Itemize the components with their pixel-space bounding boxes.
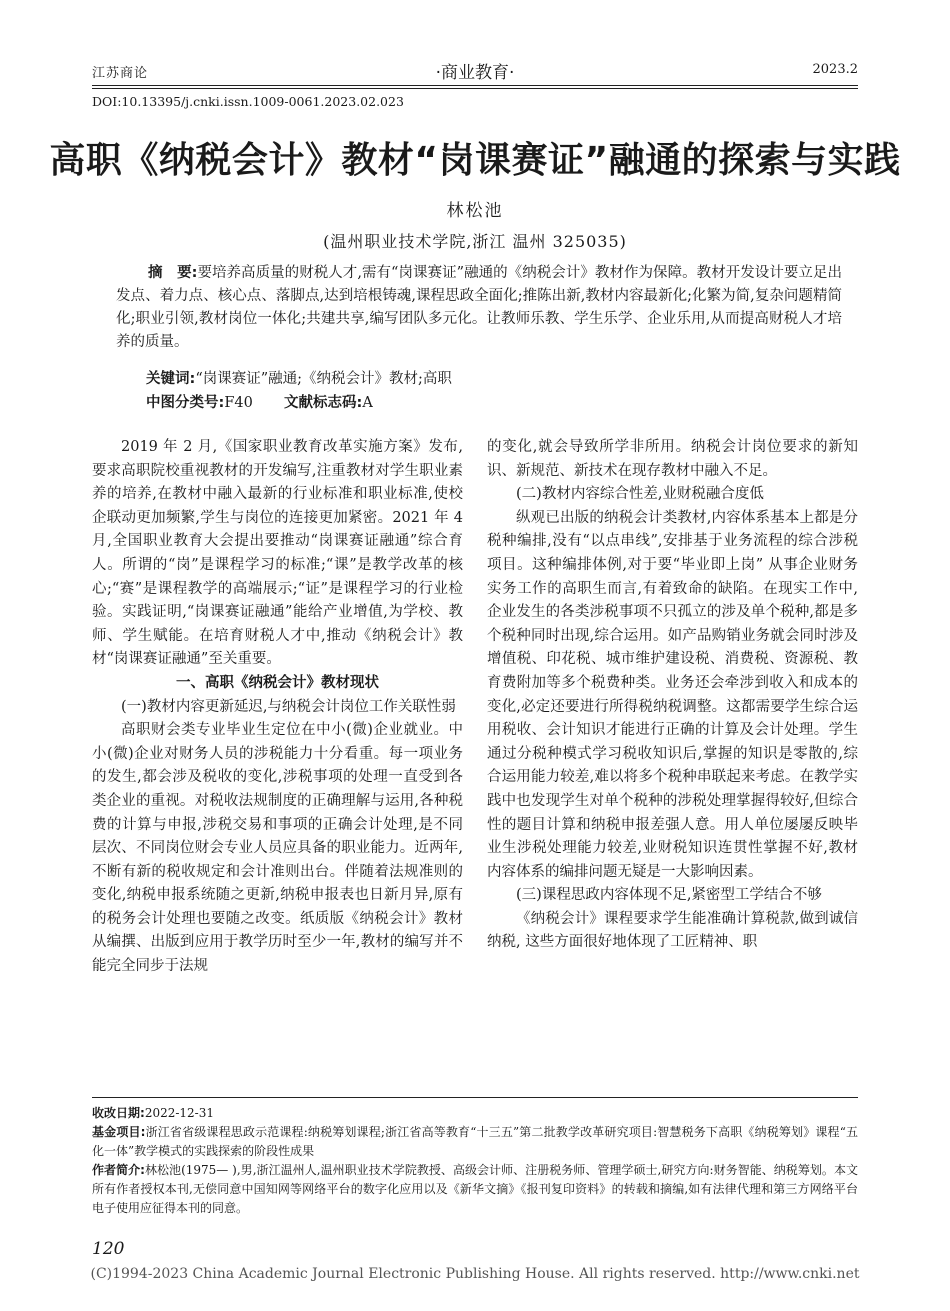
classification [146,391,373,412]
journal-name: 江苏商论 [92,66,149,81]
paragraph: 的变化,就会导致所学非所用。纳税会计岗位要求的新知识、新规范、新技术在现存教材中融入不足。 [487,439,858,479]
article-title: 高职《纳税会计》教材“岗课赛证”融通的探索与实践 [49,140,901,181]
keywords [146,367,452,388]
footnote-rule [92,1097,858,1098]
body-right-column [487,436,858,955]
body-left-column [92,436,463,979]
subsection-heading: (二)教材内容综合性差,业财税融合度低 [516,486,764,503]
doc-code-label: 文献标志码: [284,395,363,411]
affiliation: (温州职业技术学院,浙江 温州 325035) [323,232,627,251]
header-rule-thin [92,88,858,89]
received-date: 2022-12-31 [144,1106,214,1120]
paragraph: 《纳税会计》课程要求学生能准确计算税款,做到诚信纳税, 这些方面很好地体现了工匠精神、职 [487,910,858,951]
abstract-label: 摘 要: [148,265,198,281]
subsection-heading: (一)教材内容更新延迟,与纳税会计岗位工作关联性弱 [121,698,456,715]
section-heading: 一、高职《纳税会计》教材现状 [176,674,379,691]
copyright-line: (C)1994-2023 China Academic Journal Electronic Publishing House. All rights reserved. http://www.cnki.net [90,1266,860,1282]
section-name: ·商业教育· [435,63,515,83]
doi: DOI:10.13395/j.cnki.issn.1009-0061.2023.02.023 [92,94,404,109]
issue-label: 2023.2 [812,62,858,77]
abstract-text: 要培养高质量的财税人才,需有“岗课赛证”融通的《纳税会计》教材作为保障。教材开发设计要立足出发点、着力点、核心点、落脚点,达到培根铸魂,课程思政全面化;推陈出新,教材内容最新化;化繁为简,复杂问题精简化;职业引领,教材岗位一体化;共建共享,编写团队多元化。让教师乐教、学生乐学、企业乐用,从而提高财税人才培养的质量。 [116,265,842,350]
paragraph: 高职财会类专业毕业生定位在中小(微)企业就业。中小(微)企业对财务人员的涉税能力十分看重。每一项业务的发生,都会涉及税收的变化,涉税事项的处理一直受到各类企业的重视。对税收法规制度的正确理解与运用,各种税费的计算与申报,涉税交易和事项的正确会计处理,是不同层次、不同岗位财会专业人员应具备的职业能力。近两年,不断有新的税收规定和会计准则出台。伴随着法规准则的变化,纳税申报系统随之更新,纳税申报表也日新月异,原有的税务会计处理也要随之改变。纸质版《纳税会计》教材从编撰、出版到应用于教学历时至少一年,教材的编写并不能完全同步于法规 [92,722,463,975]
abstract [116,262,842,354]
footnotes [92,1104,858,1218]
clc-label: 中图分类号: [146,395,225,411]
author: 林松池 [446,201,504,221]
header-rule [92,85,858,86]
author-bio-label: 作者简介: [92,1163,145,1177]
doc-code-value: A [362,395,373,411]
fund-text: 浙江省省级课程思政示范课程:纳税筹划课程;浙江省高等教育“十三五”第二批教学改革研究项目:智慧税务下高职《纳税筹划》课程“五化一体”教学模式的实践探索的阶段性成果 [92,1125,858,1158]
fund-label: 基金项目: [92,1125,146,1139]
page-number: 120 [92,1239,125,1259]
received-label: 收改日期: [92,1106,145,1120]
clc-value: F40 [224,395,253,411]
keywords-text: “岗课赛证”融通;《纳税会计》教材;高职 [195,371,452,387]
paragraph: 纵观已出版的纳税会计类教材,内容体系基本上都是分税种编排,没有“以点串线”,安排基于业务流程的综合涉税项目。这种编排体例,对于要“毕业即上岗” 从事企业财务实务工作的高职生而言,有着致命的缺陷。在现实工作中,企业发生的各类涉税事项不只孤立的涉及单个税种,都是多个税种同时出现,综合运用。如产品购销业务就会同时涉及增值税、印花税、城市维护建设税、消费税、资源税、教育费附加等多个税费种类。业务还会牵涉到收入和成本的变化,必定还要进行所得税纳税调整。这都需要学生综合运用税收、会计知识才能进行正确的计算及会计处理。学生通过分税种模式学习税收知识后,掌握的知识是零散的,综合运用能力较差,难以将多个税种串联起来考虑。在教学实践中也发现学生对单个税种的涉税处理掌握得较好,但综合性的题目计算和纳税申报差强人意。用人单位屡屡反映毕业生涉税处理能力较差,业财税知识连贯性掌握不好,教材内容体系的编排问题无疑是一大影响因素。 [487,509,858,880]
keywords-label: 关键词: [146,371,196,387]
subsection-heading: (三)课程思政内容体现不足,紧密型工学结合不够 [516,887,822,904]
paragraph: 2019 年 2 月,《国家职业教育改革实施方案》发布,要求高职院校重视教材的开发编写,注重教材对学生职业素养的培养,在教材中融入最新的行业标准和职业标准,使校企联动更加频繁,学生与岗位的连接更加紧密。2021 年 4 月,全国职业教育大会提出要推动“岗课赛证融通”综合育人。所谓的“岗”是课程学习的标准;“课”是教学改革的核心;“赛”是课程教学的高端展示;“证”是课程学习的行业检验。实践证明,“岗课赛证融通”能给产业增值,为学校、教师、学生赋能。在培育财税人才中,推动《纳税会计》教材“岗课赛证融通”至关重要。 [92,439,463,668]
author-bio: 林松池(1975— ),男,浙江温州人,温州职业技术学院教授、高级会计师、注册税务师、管理学硕士,研究方向:财务智能、纳税筹划。本文所有作者授权本刊,无偿同意中国知网等网络平台的数字化应用以及《新华文摘》《报刊复印资料》的转载和摘编,如有法律代理和第三方网络平台电子使用应征得本刊的同意。 [92,1163,858,1215]
